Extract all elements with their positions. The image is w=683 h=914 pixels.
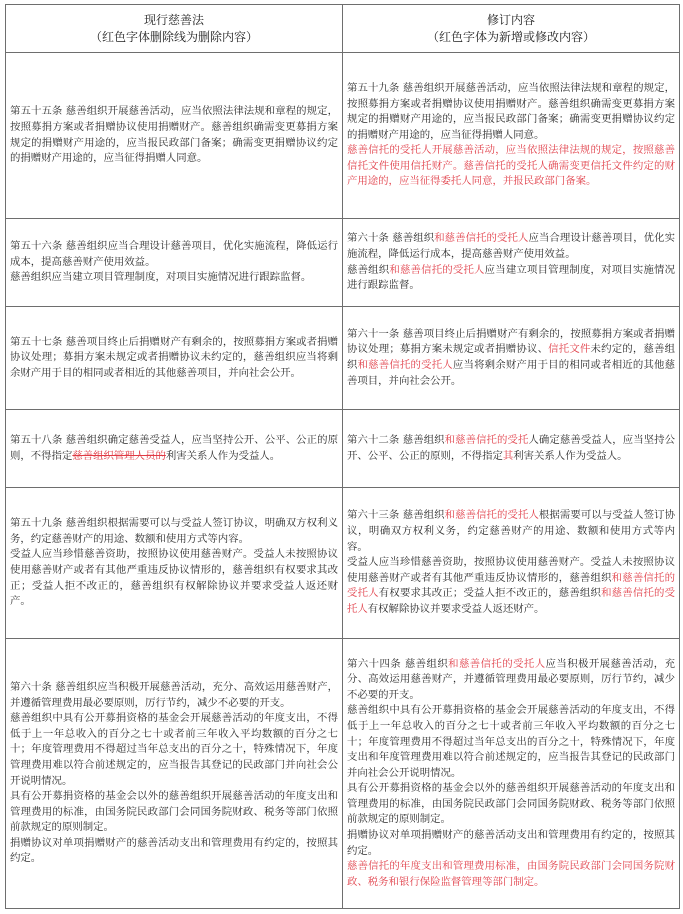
new-article-60-p1: 第六十条 慈善组织和慈善信托的受托人应当合理设计慈善项目，优化实施流程，降低运行成本，提高慈善财产使用效益。 xyxy=(347,232,676,260)
old-article-59-p2: 受益人应当珍惜慈善资助，按照协议使用慈善财产。受益人未按照协议使用慈善财产或者有其他严重违反协议情形的，慈善组织有权要求其改正；受益人拒不改正的，慈善组织有权解除协议并要求受益人返还财产。 xyxy=(10,548,338,608)
old-text-cell xyxy=(6,488,343,639)
table-row xyxy=(6,639,680,909)
old-article-58: 第五十八条 慈善组织确定慈善受益人，应当坚持公开、公平、公正的原则，不得指定慈善组织管理人员的利害关系人作为受益人。 xyxy=(10,433,338,462)
new-article-64-p1: 第六十四条 慈善组织和慈善信托的受托人应当积极开展慈善活动，充分、高效运用慈善财产，并遵循管理费用最必要原则，厉行节约，减少不必要的开支。 xyxy=(347,657,675,701)
new-article-64-added-paragraph: 慈善信托的年度支出和管理费用标准，由国务院民政部门会同国务院财政、税务和银行保险监督管理等部门制定。 xyxy=(347,860,675,888)
new-article-64-p2: 慈善组织中具有公开募捐资格的基金会开展慈善活动的年度支出，不得低于上一年总收入的百分之七十或者前三年收入平均数额的百分之七十；年度管理费用不得超过当年总支出的百分之十，特殊情况下，年度支出和年度管理费用难以符合前述规定的，应当报告其登记的民政部门并向社会公开说明情况。 xyxy=(347,704,675,779)
old-text-cell xyxy=(6,219,343,307)
old-text-cell xyxy=(6,53,343,219)
old-article-56-p2: 慈善组织应当建立项目管理制度，对项目实施情况进行跟踪监督。 xyxy=(10,271,312,284)
old-text-cell xyxy=(6,410,343,488)
comparison-table xyxy=(5,4,680,909)
old-article-60-p3: 具有公开募捐资格的基金会以外的慈善组织开展慈善活动的年度支出和管理费用的标准，由国务院民政部门会同国务院财政、税务等部门依照前款规定的原则制定。 xyxy=(10,790,338,834)
old-article-60-p2: 慈善组织中具有公开募捐资格的基金会开展慈善活动的年度支出，不得低于上一年总收入的百分之七十或者前三年收入平均数额的百分之七十；年度管理费用不得超过当年总支出的百分之十，特殊情况下，年度管理费用难以符合前述规定的，应当报告其登记的民政部门并向社会公开说明情况。 xyxy=(10,712,338,787)
table-row xyxy=(6,410,680,488)
new-article-59-added-paragraph: 慈善信托的受托人开展慈善活动，应当依照法律法规的规定，按照慈善信托文件使用信托财产。慈善信托的受托人确需变更信托文件约定的财产用途的，应当征得委托人同意，并报民政部门备案。 xyxy=(347,144,675,188)
new-text-cell xyxy=(343,219,680,307)
table-row xyxy=(6,53,680,219)
new-text-cell xyxy=(343,53,680,219)
old-article-60-p1: 第六十条 慈善组织应当积极开展慈善活动，充分、高效运用慈善财产，并遵循管理费用最必要原则，厉行节约，减少不必要的开支。 xyxy=(10,680,338,709)
deleted-text: 慈善组织管理人员的 xyxy=(72,449,166,462)
new-text-cell xyxy=(343,410,680,488)
header-left-note: （红色字体删除线为删除内容） xyxy=(89,29,258,44)
new-article-63-p2: 受益人应当珍惜慈善资助，按照协议使用慈善财产。受益人未按照协议使用慈善财产或者有其他严重违反协议情形的，慈善组织和慈善信托的受托人有权要求其改正；受益人拒不改正的，慈善组织和慈善信托的受托人有权解除协议并要求受益人返还财产。 xyxy=(347,556,676,615)
old-article-57: 第五十七条 慈善项目终止后捐赠财产有剩余的，按照募捐方案或者捐赠协议处理；募捐方案未规定或者捐赠协议未约定的，慈善组织应当将剩余财产用于目的相同或者相近的其他慈善项目，并向社会公开。 xyxy=(10,335,338,379)
new-article-61: 第六十一条 慈善项目终止后捐赠财产有剩余的，按照募捐方案或者捐赠协议处理；募捐方案未规定或者捐赠协议、信托文件未约定的，慈善组织和慈善信托的受托人应当将剩余财产用于目的相同或者相近的其他慈善项目，并向社会公开。 xyxy=(347,327,676,387)
header-right-note: （红色字体为新增或修改内容） xyxy=(426,29,595,44)
table-row xyxy=(6,219,680,307)
old-article-59-p1: 第五十九条 慈善组织根据需要可以与受益人签订协议，明确双方权利义务，约定慈善财产的用途、数额和使用方式等内容。 xyxy=(10,517,338,545)
new-article-62: 第六十二条 慈善组织和慈善信托的受托人确定慈善受益人，应当坚持公开、公平、公正的原则，不得指定其利害关系人作为受益人。 xyxy=(347,433,676,462)
new-article-63-p1: 第六十三条 慈善组织和慈善信托的受托人根据需要可以与受益人签订协议，明确双方权利义务，约定慈善财产的用途、数额和使用方式等内容。 xyxy=(347,509,675,553)
new-article-64-p4: 捐赠协议对单项捐赠财产的慈善活动支出和管理费用有约定的，按照其约定。 xyxy=(347,829,675,857)
old-text-cell xyxy=(6,639,343,909)
new-article-64-p3: 具有公开募捐资格的基金会以外的慈善组织开展慈善活动的年度支出和管理费用的标准，由国务院民政部门会同国务院财政、税务等部门依照前款规定的原则制定。 xyxy=(347,782,675,826)
header-right-title: 修订内容 xyxy=(486,12,535,27)
new-article-59: 第五十九条 慈善组织开展慈善活动，应当依照法律法规和章程的规定，按照募捐方案或者捐赠协议使用捐赠财产。慈善组织确需变更募捐方案规定的捐赠财产用途的，应当报民政部门备案；确需变更捐赠协议约定的捐赠财产用途的，应当征得捐赠人同意。 xyxy=(347,81,675,141)
new-text-cell xyxy=(343,639,680,909)
header-revision xyxy=(343,5,680,53)
header-left-title: 现行慈善法 xyxy=(143,12,204,27)
new-article-60-p2: 慈善组织和慈善信托的受托人应当建立项目管理制度，对项目实施情况进行跟踪监督。 xyxy=(347,263,676,292)
new-text-cell xyxy=(343,488,680,639)
header-current-law xyxy=(6,5,343,53)
table-header-row xyxy=(6,5,680,53)
table-row xyxy=(6,488,680,639)
old-article-56-p1: 第五十六条 慈善组织应当合理设计慈善项目，优化实施流程，降低运行成本，提高慈善财产使用效益。 xyxy=(10,240,338,268)
old-text-cell xyxy=(6,307,343,410)
table-row xyxy=(6,307,680,410)
new-text-cell xyxy=(343,307,680,410)
old-article-55: 第五十五条 慈善组织开展慈善活动，应当依照法律法规和章程的规定，按照募捐方案或者捐赠协议使用捐赠财产。慈善组织确需变更募捐方案规定的捐赠财产用途的，应当报民政部门备案；确需变更捐赠协议约定的捐赠财产用途的，应当征得捐赠人同意。 xyxy=(10,105,338,165)
old-article-60-p4: 捐赠协议对单项捐赠财产的慈善活动支出和管理费用有约定的，按照其约定。 xyxy=(10,836,338,865)
